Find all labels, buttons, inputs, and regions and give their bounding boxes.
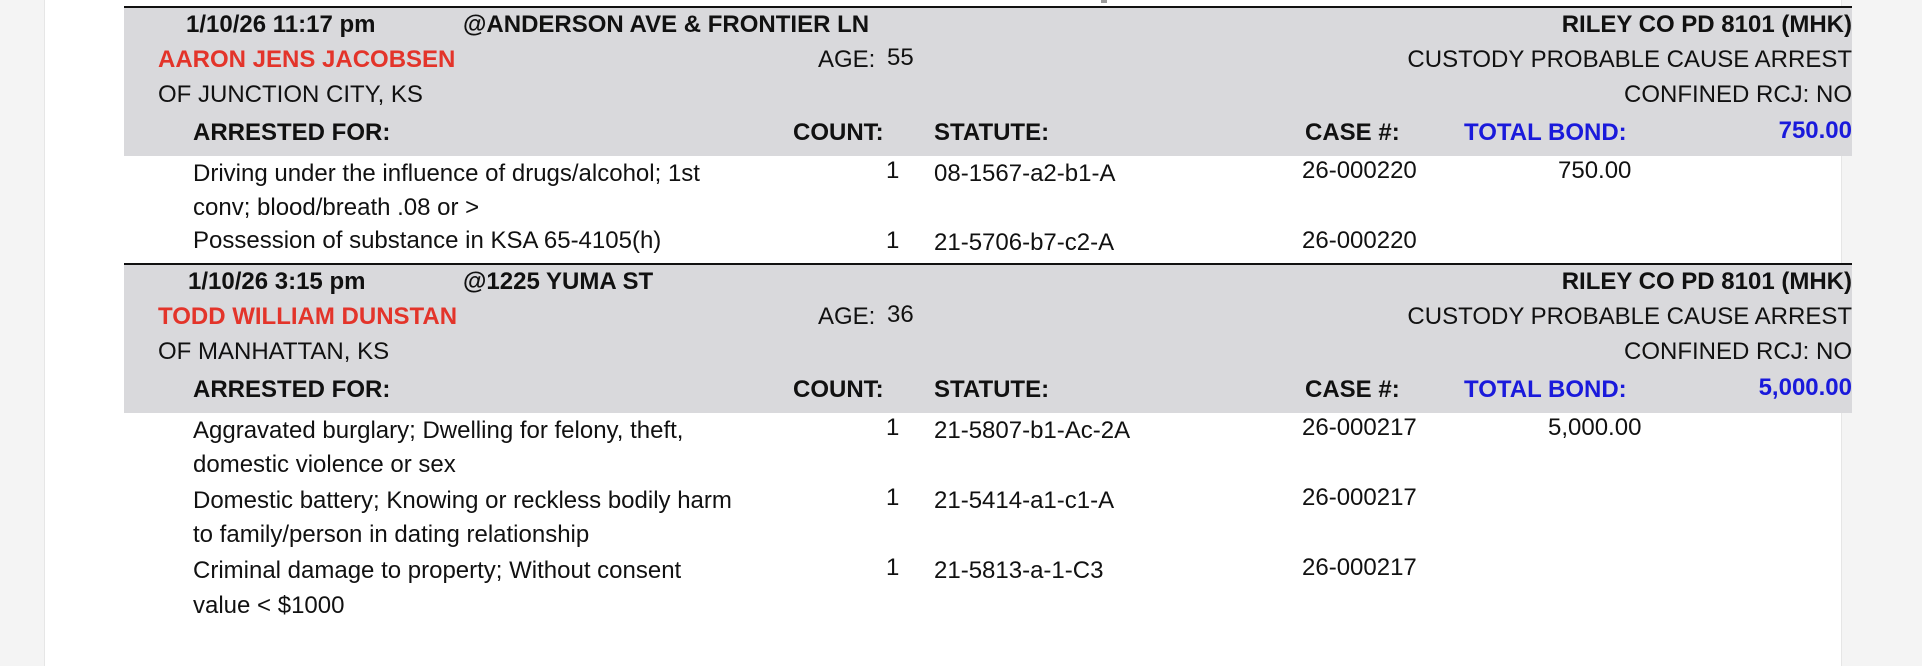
age-value: 55 bbox=[887, 44, 914, 71]
charge-statute: 21-5706-b7-c2-A bbox=[934, 229, 1115, 256]
charge-count: 1 bbox=[886, 414, 900, 441]
charge-offense: Aggravated burglary; Dwelling for felony, theft, bbox=[193, 417, 684, 444]
charge-case-number: 26-000217 bbox=[1302, 484, 1417, 511]
report-page bbox=[44, 0, 1852, 666]
arrest-type: CUSTODY PROBABLE CAUSE ARREST bbox=[1407, 46, 1852, 73]
arrest-location: @1225 YUMA ST bbox=[463, 268, 654, 295]
case-header: CASE #: bbox=[1305, 376, 1400, 403]
hometown: OF MANHATTAN, KS bbox=[158, 338, 390, 365]
charges-list bbox=[124, 156, 1852, 265]
age-label: AGE: bbox=[818, 46, 876, 73]
charge-count: 1 bbox=[886, 554, 900, 581]
charge-offense: Driving under the influence of drugs/alcohol; 1st bbox=[193, 160, 700, 187]
confined-status: CONFINED RCJ: NO bbox=[1624, 338, 1852, 365]
confined-status: CONFINED RCJ: NO bbox=[1624, 81, 1852, 108]
charge-offense: Criminal damage to property; Without consent bbox=[193, 557, 682, 584]
charges-list bbox=[124, 413, 1852, 625]
hometown: OF JUNCTION CITY, KS bbox=[158, 81, 423, 108]
page-edge-fragment bbox=[1101, 0, 1107, 3]
statute-header: STATUTE: bbox=[934, 376, 1050, 403]
total-bond-header: TOTAL BOND: bbox=[1464, 119, 1627, 146]
charge-offense: Possession of substance in KSA 65-4105(h) bbox=[193, 227, 662, 254]
arrest-record bbox=[124, 6, 1852, 265]
charge-offense: Domestic battery; Knowing or reckless bodily harm bbox=[193, 487, 732, 514]
charge-count: 1 bbox=[886, 484, 900, 511]
charge-offense-cont: to family/person in dating relationship bbox=[193, 521, 590, 548]
charge-count: 1 bbox=[886, 227, 900, 254]
charge-offense-cont: conv; blood/breath .08 or > bbox=[193, 194, 480, 221]
arrested-for-header: ARRESTED FOR: bbox=[193, 376, 391, 403]
charge-case-number: 26-000217 bbox=[1302, 554, 1417, 581]
charge-case-number: 26-000220 bbox=[1302, 157, 1417, 184]
arresting-agency: RILEY CO PD 8101 (MHK) bbox=[1561, 11, 1852, 38]
charge-offense-cont: value < $1000 bbox=[193, 592, 345, 619]
total-bond-value: 750.00 bbox=[1778, 117, 1852, 144]
total-bond-value: 5,000.00 bbox=[1758, 374, 1852, 401]
charge-statute: 21-5807-b1-Ac-2A bbox=[934, 417, 1131, 444]
arresting-agency: RILEY CO PD 8101 (MHK) bbox=[1561, 268, 1852, 295]
total-bond-header: TOTAL BOND: bbox=[1464, 376, 1627, 403]
record-header bbox=[124, 263, 1852, 413]
charge-statute: 08-1567-a2-b1-A bbox=[934, 160, 1116, 187]
charge-case-number: 26-000217 bbox=[1302, 414, 1417, 441]
charge-statute: 21-5813-a-1-C3 bbox=[934, 557, 1104, 584]
age-label: AGE: bbox=[818, 303, 876, 330]
arrested-for-header: ARRESTED FOR: bbox=[193, 119, 391, 146]
charge-offense-cont: domestic violence or sex bbox=[193, 451, 456, 478]
count-header: COUNT: bbox=[793, 119, 884, 146]
arrest-record bbox=[124, 263, 1852, 625]
charge-case-number: 26-000220 bbox=[1302, 227, 1417, 254]
arrest-datetime: 1/10/26 11:17 pm bbox=[186, 11, 376, 38]
age-value: 36 bbox=[887, 301, 914, 328]
charge-bond: 5,000.00 bbox=[1548, 414, 1642, 441]
arrest-datetime: 1/10/26 3:15 pm bbox=[188, 268, 366, 295]
arrest-type: CUSTODY PROBABLE CAUSE ARREST bbox=[1407, 303, 1852, 330]
arrestee-name: AARON JENS JACOBSEN bbox=[158, 46, 456, 73]
charge-statute: 21-5414-a1-c1-A bbox=[934, 487, 1115, 514]
statute-header: STATUTE: bbox=[934, 119, 1050, 146]
charge-count: 1 bbox=[886, 157, 900, 184]
count-header: COUNT: bbox=[793, 376, 884, 403]
record-header bbox=[124, 6, 1852, 156]
arrestee-name: TODD WILLIAM DUNSTAN bbox=[158, 303, 458, 330]
charge-bond: 750.00 bbox=[1558, 157, 1632, 184]
case-header: CASE #: bbox=[1305, 119, 1400, 146]
arrest-location: @ANDERSON AVE & FRONTIER LN bbox=[463, 11, 870, 38]
